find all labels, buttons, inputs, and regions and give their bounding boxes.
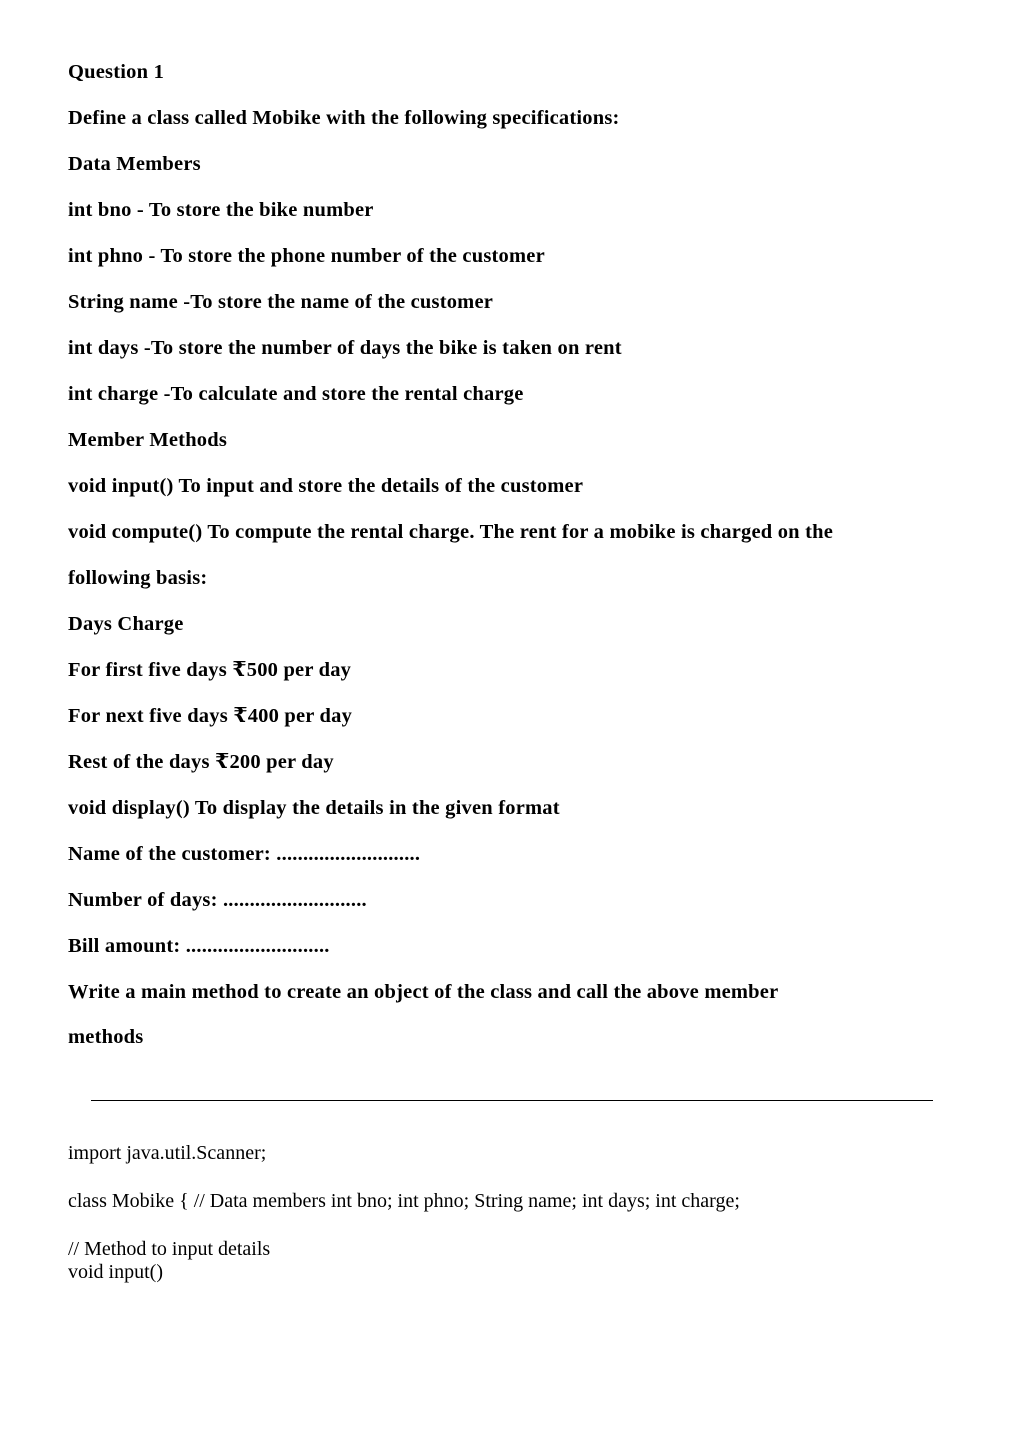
member-bno: int bno - To store the bike number — [68, 199, 374, 221]
code-import-line: import java.util.Scanner; — [68, 1141, 267, 1164]
member-name: String name -To store the name of the customer — [68, 291, 494, 313]
code-block — [68, 1143, 955, 1283]
charge-first-five-days: For first five days ₹500 per day — [68, 658, 352, 681]
member-charge: int charge -To calculate and store the rental charge — [68, 383, 524, 405]
output-format-name: Name of the customer: ........................... — [68, 842, 421, 865]
section-data-members: Data Members — [68, 153, 201, 175]
page-title: Question 1 — [68, 61, 165, 83]
member-days: int days -To store the number of days the bike is taken on rent — [68, 337, 622, 359]
code-method-input-signature: void input() — [68, 1260, 163, 1283]
charge-next-five-days: For next five days ₹400 per day — [68, 704, 353, 727]
output-format-bill: Bill amount: ........................... — [68, 934, 330, 957]
code-comment-input: // Method to input details — [68, 1237, 271, 1260]
divider-spacer — [68, 1101, 955, 1143]
method-display: void display() To display the details in the given format — [68, 796, 560, 819]
method-compute-line-2: following basis: — [68, 566, 208, 589]
main-method-instruction — [68, 982, 955, 1003]
code-class-declaration: class Mobike { // Data members int bno; int phno; String name; int days; int charge; — [68, 1189, 740, 1212]
method-input: void input() To input and store the details of the customer — [68, 475, 584, 497]
section-member-methods: Member Methods — [68, 429, 228, 451]
member-phno: int phno - To store the phone number of the customer — [68, 245, 545, 267]
spec-line-define: Define a class called Mobike with the following specifications: — [68, 107, 620, 129]
question-block — [68, 62, 955, 1048]
method-compute-line-1: void compute() To compute the rental charge. The rent for a mobike is charged on the — [68, 521, 834, 543]
charge-rest-days: Rest of the days ₹200 per day — [68, 750, 334, 773]
method-compute — [68, 522, 955, 543]
charge-table-header: Days Charge — [68, 612, 184, 635]
output-format-days: Number of days: ........................... — [68, 888, 367, 911]
main-method-line-2: methods — [68, 1026, 144, 1048]
main-method-line-1: Write a main method to create an object of the class and call the above member — [68, 980, 779, 1003]
